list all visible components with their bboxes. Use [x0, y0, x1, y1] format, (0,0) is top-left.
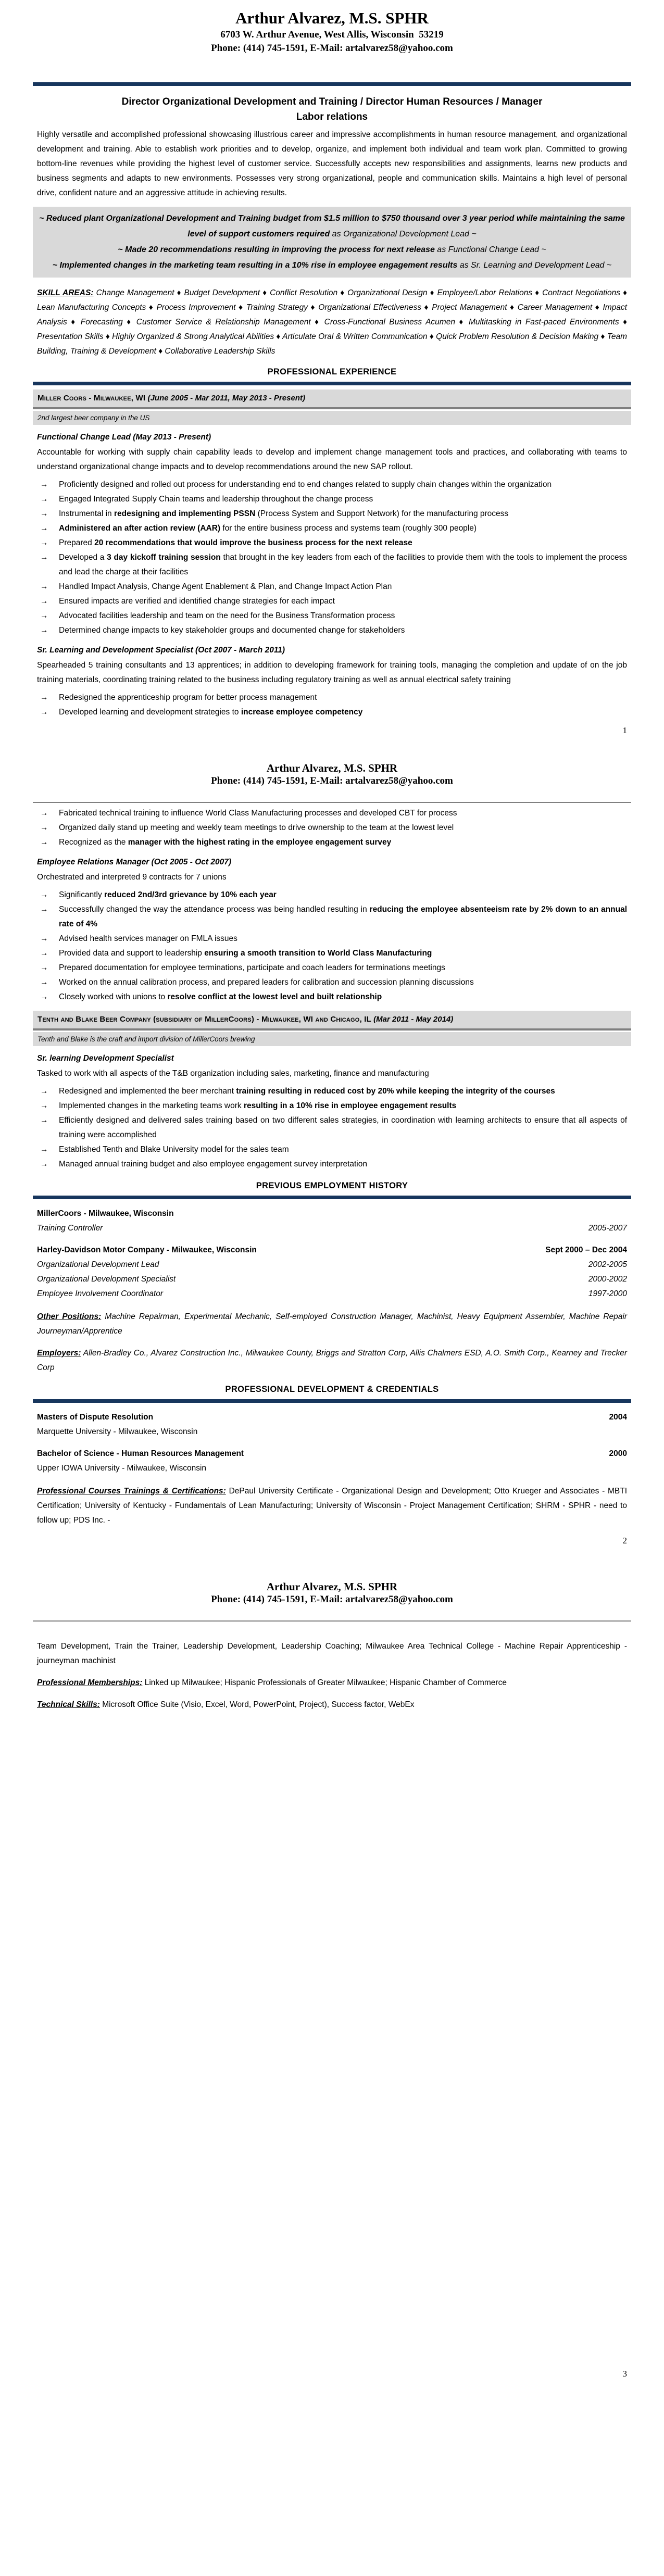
bullet-item: → Managed annual training budget and also employee engagement survey interpretation [33, 1157, 631, 1172]
job-intro: Accountable for working with supply chain capability leads to develop and implement change management tools and practices, and collaborating with teams to understand organizational change impacts and to develop recommendations around the new SAP rollout. [37, 448, 627, 471]
key-accomplishments-box [33, 207, 631, 278]
technical-skills-paragraph [33, 1698, 631, 1712]
bullet-list [33, 806, 631, 850]
blank-area [33, 1712, 631, 2363]
bullet-item: → Recognized as the manager with the highest rating in the employee engagement survey [33, 835, 631, 850]
previous-employer-name: MillerCoors - Milwaukee, Wisconsin [37, 1209, 174, 1218]
bullet-item: → Redesigned the apprenticeship program for better process management [33, 690, 631, 705]
employers-paragraph [33, 1346, 631, 1375]
other-positions-paragraph [33, 1310, 631, 1339]
previous-role-title: Training Controller [37, 1224, 103, 1233]
job-title-sr-learning-development-specialist-tb: Sr. learning Development Specialist [37, 1054, 174, 1063]
previous-role-row [33, 1287, 631, 1301]
section-heading-development: PROFESSIONAL DEVELOPMENT & CREDENTIALS [225, 1385, 439, 1394]
job-intro: Tasked to work with all aspects of the T&B organization including sales, marketing, finance and manufacturing [37, 1069, 429, 1078]
bullet-item: → Successfully changed the way the attendance process was being handled resulting in reducing the employee absenteeism rate by 2% down to an annual rate of 4% [33, 902, 631, 932]
divider-navy [33, 1196, 631, 1199]
section-heading-previous-employment: PREVIOUS EMPLOYMENT HISTORY [256, 1181, 408, 1190]
bullet-item: → Redesigned and implemented the beer merchant training resulting in reduced cost by 20% while keeping the integrity of the courses [33, 1084, 631, 1099]
previous-employer-name: Harley-Davidson Motor Company - Milwaukee, Wisconsin [37, 1246, 257, 1254]
bullet-item: → Worked on the annual calibration process, and prepared leaders for calibration and succession planning discussions [33, 975, 631, 990]
technical-skills-label: Technical Skills: [37, 1700, 100, 1709]
memberships-label: Professional Memberships: [37, 1678, 143, 1687]
courses-certifications-paragraph [33, 1484, 631, 1528]
bullet-item: → Fabricated technical training to influence World Class Manufacturing processes and developed CBT for process [33, 806, 631, 821]
courses-label: Professional Courses Trainings & Certifications: [37, 1487, 226, 1496]
job-intro: Spearheaded 5 training consultants and 13 apprentices; in addition to developing framework for training tools, managing the completion and update of on the job training materials, coordinating training related to the business including regulatory training as well as annual electrical safety training [37, 661, 627, 684]
previous-role-years: 2005-2007 [588, 1224, 627, 1233]
employer-bar-tenth-and-blake [33, 1011, 631, 1031]
degree-masters [33, 1410, 631, 1439]
degree-title: Masters of Dispute Resolution [37, 1413, 154, 1422]
bullet-item: → Developed a 3 day kickoff training session that brought in the key leaders from each of the facilities to provide them with the tools to implement the process and lead the charge at their facilities [33, 550, 631, 580]
bullet-item: → Prepared 20 recommendations that would improve the business process for the next release [33, 536, 631, 550]
page-number: 3 [622, 2369, 627, 2379]
bullet-item: → Administered an after action review (AAR) for the entire business process and systems team (roughly 300 people) [33, 521, 631, 536]
employer-dates: (June 2005 - Mar 2011, May 2013 - Present) [147, 394, 305, 403]
degree-year: 2004 [609, 1413, 627, 1422]
page-header-contact: Phone: (414) 745-1591, E-Mail: artalvarez58@yahoo.com [211, 1594, 453, 1605]
address-line: 6703 W. Arthur Avenue, West Allis, Wisconsin 53219 [220, 29, 444, 40]
previous-role-years: 2002-2005 [588, 1260, 627, 1269]
bullet-list [33, 1084, 631, 1172]
divider-navy [33, 82, 631, 86]
bullet-item: → Organized daily stand up meeting and weekly team meetings to drive ownership to the team at the lowest level [33, 821, 631, 835]
divider-navy [33, 1399, 631, 1403]
page-number: 2 [622, 1536, 627, 1545]
job-title-functional-change-lead: Functional Change Lead (May 2013 - Present) [37, 433, 211, 442]
previous-role-row [33, 1221, 631, 1236]
skill-areas-paragraph [33, 286, 631, 359]
job-title-employee-relations-manager: Employee Relations Manager (Oct 2005 - Oct 2007) [37, 858, 231, 866]
bullet-item: → Advised health services manager on FMLA issues [33, 932, 631, 946]
bullet-item: → Advocated facilities leadership and team on the need for the Business Transformation process [33, 609, 631, 623]
bullet-item: → Handled Impact Analysis, Change Agent Enablement & Plan, and Change Impact Action Plan [33, 580, 631, 594]
divider-thin [33, 1620, 631, 1622]
degree-school: Marquette University - Milwaukee, Wisconsin [37, 1427, 198, 1436]
bullet-list [33, 888, 631, 1004]
accomplishment-line: ~ Implemented changes in the marketing team resulting in a 10% rise in employee engagement results as Sr. Learning and Development Lead ~ [52, 261, 612, 270]
summary-paragraph: Highly versatile and accomplished professional showcasing illustrious career and impressive accomplishments in human resource management, and organizational development and training. Able to establish work priorities and to develop, organize, and implement both individual and team work plan. Committed to growing bottom-line revenues while providing the highest level of customer service. Successfully accepts new responsibilities and assignments, learns new products and business segments and adapts to new environments. Possesses very strong organizational, people and communication skills. Maintains a high level of personal drive, confident nature and an aggressive attitude in achieving results. [37, 130, 627, 197]
divider-thin [33, 802, 631, 803]
memberships-text: Linked up Milwaukee; Hispanic Professionals of Greater Milwaukee; Hispanic Chamber of Commerce [144, 1678, 507, 1687]
page-header-name: Arthur Alvarez, M.S. SPHR [266, 1580, 398, 1593]
bullet-item: → Developed learning and development strategies to increase employee competency [33, 705, 631, 720]
accomplishment-line: ~ Reduced plant Organizational Development and Training budget from $1.5 million to $750 thousand over 3 year period while maintaining the same level of support customers required as Organizational Development Lead ~ [39, 214, 625, 238]
page-number: 1 [622, 725, 627, 735]
previous-role-title: Organizational Development Lead [37, 1260, 159, 1269]
degree-year: 2000 [609, 1449, 627, 1458]
bullet-list [33, 477, 631, 638]
bullet-item: → Prepared documentation for employee terminations, participate and coach leaders for terminations meetings [33, 961, 631, 975]
technical-skills-text: Microsoft Office Suite (Visio, Excel, Word, PowerPoint, Project), Success factor, WebEx [102, 1700, 415, 1709]
bullet-item: → Engaged Integrated Supply Chain teams and leadership throughout the change process [33, 492, 631, 507]
accomplishment-line: ~ Made 20 recommendations resulting in improving the process for next release as Functional Change Lead ~ [118, 245, 546, 254]
previous-role-row [33, 1258, 631, 1272]
target-role-heading [33, 94, 631, 124]
previous-role-years: 1997-2000 [588, 1289, 627, 1298]
bullet-item: → Established Tenth and Blake University model for the sales team [33, 1142, 631, 1157]
bullet-item: → Instrumental in redesigning and implementing PSSN (Process System and Support Network) for the manufacturing process [33, 507, 631, 521]
bullet-item: → Proficiently designed and rolled out process for understanding end to end changes related to supply chain changes within the organization [33, 477, 631, 492]
previous-employer-harley-davidson [33, 1243, 631, 1301]
bullet-item: → Determined change impacts to key stakeholder groups and documented change for stakeholders [33, 623, 631, 638]
bullet-item: → Implemented changes in the marketing teams work resulting in a 10% rise in employee engagement results [33, 1099, 631, 1113]
page-header-contact: Phone: (414) 745-1591, E-Mail: artalvarez58@yahoo.com [211, 775, 453, 786]
employers-text: Allen-Bradley Co., Alvarez Construction Inc., Milwaukee County, Briggs and Stratton Corp, Allis Chalmers ESD, A.O. Smith Corp., Kearney and Trecker Corp [37, 1349, 628, 1372]
section-heading-experience: PROFESSIONAL EXPERIENCE [267, 367, 397, 376]
skill-areas-label: SKILL AREAS: [37, 288, 94, 297]
employers-label: Employers: [37, 1349, 81, 1358]
page-header-name: Arthur Alvarez, M.S. SPHR [266, 762, 398, 774]
courses-text: DePaul University Certificate - Organizational Design and Development; Otto Krueger and Associates - MBTI Certification; University of Kentucky - Fundamentals of Lean Manufacturing; University of Wisconsin - Project Management Certification; SHRM - SPHR - need to follow up; PDS Inc. - [37, 1487, 628, 1525]
courses-continued-paragraph: Team Development, Train the Trainer, Leadership Development, Leadership Coaching; Milwaukee Area Technical College - Machine Repair Apprenticeship - journeyman machinist [37, 1642, 627, 1665]
job-intro: Orchestrated and interpreted 9 contracts for 7 unions [37, 873, 227, 882]
previous-role-title: Organizational Development Specialist [37, 1275, 176, 1284]
previous-role-row [33, 1272, 631, 1287]
bullet-item: → Significantly reduced 2nd/3rd grievance by 10% each year [33, 888, 631, 902]
previous-role-title: Employee Involvement Coordinator [37, 1289, 164, 1298]
degree-bachelors [33, 1447, 631, 1476]
bullet-item: → Ensured impacts are verified and identified change strategies for each impact [33, 594, 631, 609]
previous-employer-millercoors [33, 1207, 631, 1236]
other-positions-text: Machine Repairman, Experimental Mechanic, Self-employed Construction Manager, Machinist, Heavy Equipment Assembler, Machine Repair Journeyman/Apprentice [37, 1312, 627, 1336]
page-title: Arthur Alvarez, M.S. SPHR [235, 9, 429, 27]
job-title-sr-learning-development-specialist: Sr. Learning and Development Specialist (Oct 2007 - March 2011) [37, 646, 285, 655]
employer-tagline: 2nd largest beer company in the US [33, 411, 631, 425]
divider-navy [33, 382, 631, 385]
other-positions-label: Other Positions: [37, 1312, 102, 1321]
employer-bar-millercoors [33, 389, 631, 409]
employer-name: Tenth and Blake Beer Company (subsidiary of MillerCoors) - Milwaukee, WI and Chicago, IL [37, 1015, 374, 1024]
contact-line: Phone: (414) 745-1591, E-Mail: artalvarez58@yahoo.com [211, 43, 453, 54]
bullet-item: → Closely worked with unions to resolve conflict at the lowest level and built relationship [33, 990, 631, 1004]
target-role-line1: Director Organizational Development and Training / Director Human Resources / Manager [121, 96, 543, 107]
employer-dates: (Mar 2011 - May 2014) [373, 1015, 454, 1024]
target-role-line2: Labor relations [296, 111, 368, 122]
previous-employer-dates: Sept 2000 – Dec 2004 [545, 1246, 627, 1254]
skill-areas-list: Change Management ♦ Budget Development ♦ Conflict Resolution ♦ Organizational Design ♦ Employee/Labor Relations ♦ Contract Negotiations ♦ Lean Manufacturing Concepts ♦ Process Improvement ♦ Training Strategy ♦ Organizational Effectiveness ♦ Project Management ♦ Career Management ♦ Impact Analysis ♦ Forecasting ♦ Customer Service & Relationship Management ♦ Cross-Functional Business Acumen ♦ Multitasking in Fast-paced Environments ♦ Presentation Skills ♦ Highly Organized & Strong Analytical Abilities ♦ Articulate Oral & Written Communication ♦ Quick Problem Resolution & Decision Making ♦ Team Building, Training & Development ♦ Collaborative Leadership Skills [37, 288, 627, 356]
degree-school: Upper IOWA University - Milwaukee, Wisconsin [37, 1464, 207, 1473]
bullet-item: → Efficiently designed and delivered sales training based on two different sales strategies, in coordination with learning architects to ensure that all aspects of training were accomplished [33, 1113, 631, 1142]
bullet-item: → Provided data and support to leadership ensuring a smooth transition to World Class Manufacturing [33, 946, 631, 961]
previous-role-years: 2000-2002 [588, 1275, 627, 1284]
memberships-paragraph [33, 1676, 631, 1690]
employer-tagline: Tenth and Blake is the craft and import division of MillerCoors brewing [33, 1032, 631, 1046]
bullet-list [33, 690, 631, 720]
employer-name: Miller Coors - Milwaukee, WI [37, 394, 148, 403]
degree-title: Bachelor of Science - Human Resources Management [37, 1449, 244, 1458]
